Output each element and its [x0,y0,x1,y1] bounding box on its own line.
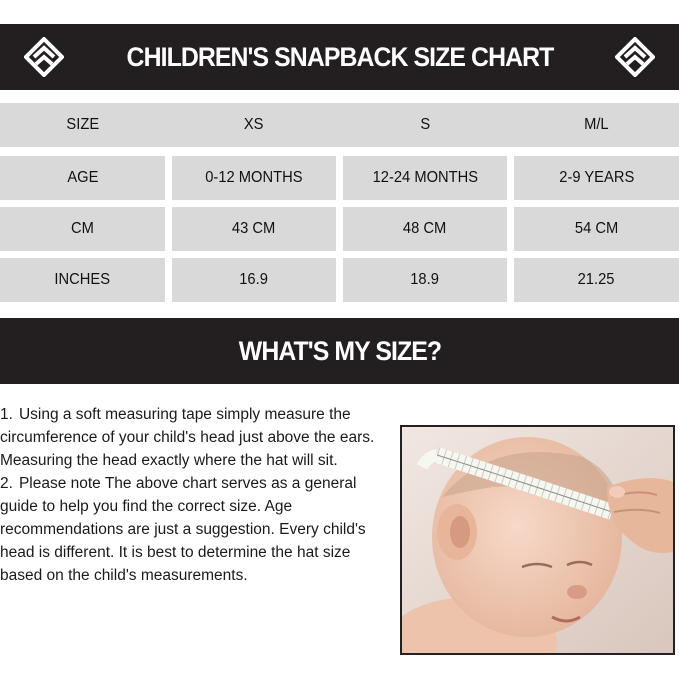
sizing-instructions [0,403,380,587]
table-cell: 18.9 [343,258,507,302]
instruction-text: Using a soft measuring tape simply measure the circumference of your child's head just above the ears. Measuring the head exactly where the hat will sit. [0,406,375,469]
column-header: XS [244,116,264,133]
table-row [0,156,679,200]
row-label: CM [0,207,165,251]
column-header: SIZE [66,116,99,133]
title-banner [0,24,679,90]
baby-head-measuring-illustration [402,427,673,653]
brand-logo-icon [615,37,655,77]
table-cell: 16.9 [172,258,336,302]
table-cell: 54 CM [514,207,679,251]
instruction-item [0,403,380,472]
instruction-text: Please note The above chart serves as a general guide to help you find the correct size. Age recommendations are just a suggestion. Every child's head is different. It is best to determine the hat size based on the child's measurements. [0,475,366,584]
instruction-number: 2. [0,475,13,492]
column-header: S [420,116,430,133]
section-banner [0,318,679,384]
table-cell: 48 CM [343,207,507,251]
page-title: CHILDREN'S SNAPBACK SIZE CHART [126,41,553,72]
table-row [0,258,679,302]
instruction-number: 1. [0,406,13,423]
table-cell: 2-9 YEARS [514,156,679,200]
table-cell: 21.25 [514,258,679,302]
table-row [0,207,679,251]
section-title: WHAT'S MY SIZE? [238,335,441,366]
brand-logo-icon [24,37,64,77]
instruction-item [0,472,380,587]
table-header-row [0,103,679,147]
row-label: AGE [0,156,165,200]
column-header: M/L [584,116,609,133]
table-cell: 0-12 MONTHS [172,156,336,200]
baby-measuring-photo [400,425,675,655]
table-cell: 12-24 MONTHS [343,156,507,200]
row-label: INCHES [0,258,165,302]
table-cell: 43 CM [172,207,336,251]
